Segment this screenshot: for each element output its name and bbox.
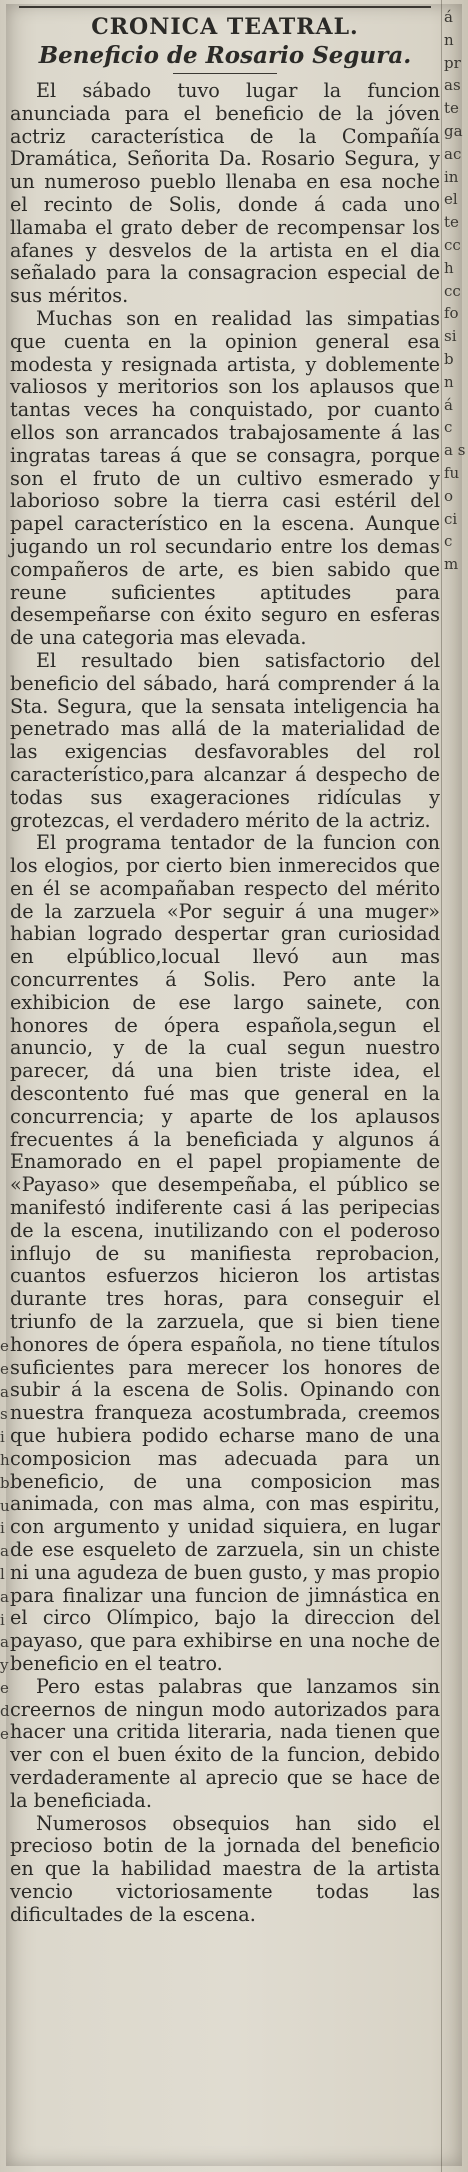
header-rule <box>19 6 432 8</box>
article-paragraph-3: El resultado bien satisfactorio del beneficio del sábado, hará comprender á la Sta. Segura, que la sensata inteligencia ha penetrado mas allá de la materialidad de las exigencias desfavorables del rol característico,para alcanzar á despecho de todas sus exageraciones ridículas y grotezcas, el verdadero mérito de la actriz. <box>10 648 440 832</box>
article-column <box>10 6 440 1927</box>
article-paragraph-5: Pero estas palabras que lanzamos sin creernos de ningun modo autorizados para hacer una critida literaria, nada tienen que ver con el buen éxito de la funcion, debido verdaderamente al aprecio que se hace de la beneficiada. <box>10 1674 440 1812</box>
section-title: CRONICA TEATRAL. <box>91 14 359 40</box>
column-divider <box>441 0 442 2172</box>
title-rule <box>173 73 276 74</box>
left-column-fragment: e e a si h bu ia la ia ye de <box>0 1337 10 1743</box>
article-paragraph-2: Muchas son en realidad las simpatias que cuenta en la opinion general esa modesta y resignada artista, y doblemente valiosos y meritorios son los aplausos que tantas veces ha conquistado, por cuanto ellos son arrancados trabajosamente á las ingratas tareas á que se consagra, porque son el fruto de un cultivo esmerado y laborioso sobre la tierra casi estéril del papel característico en la escena. Aunque jugando un rol secundario entre los demas compañeros de arte, es bien sabido que reune suficientes aptitudes para desempeñarse con éxito seguro en esferas de una categoria mas elevada. <box>10 306 440 650</box>
article-paragraph-6: Numerosos obsequios han sido el precioso botin de la jornada del beneficio en que la habilidad maestra de la artista vencio victoriosamente todas las dificultades de la escena. <box>10 1811 440 1926</box>
article-paragraph-4: El programa tentador de la funcion con los elogios, por cierto bien inmerecidos que en él se acompañaban respecto del mérito de la zarzuela «Por seguir á una muger» habian logrado despertar gran curiosidad en elpúblico,locual llevó aun mas concurrentes á Solis. Pero ante la exhibicion de ese largo sainete, con honores de ópera española,segun el anuncio, y de la cual segun nuestro parecer, dá una bien triste idea, el descontento fué mas que general en la concurrencia; y aparte de los aplausos frecuentes á la beneficiada y algunos á Enamorado en el papel propiamente de «Payaso» que desempeñaba, el público se manifestó indiferente casi á las peripecias de la escena, inutilizando con el poderoso influjo de su manifiesta reprobacion, cuantos esfuerzos hicieron los artistas durante tres horas, para conseguir el triunfo de la zarzuela, que si bien tiene honores de ópera española, no tiene títulos suficientes para merecer los honores de subir á la escena de Solis. Opinando con nuestra franqueza acostumbrada, creemos que hubiera podido echarse mano de una composicion mas adecuada para un beneficio, de una composicion mas animada, con mas alma, con mas espiritu, con argumento y unidad siquiera, en lugar de ese esqueleto de zarzuela, sin un chiste ni una agudeza de buen gusto, y mas propio para finalizar una funcion de jimnástica en el circo Olímpico, bajo la direccion del payaso, que para exhibirse en una noche de beneficio en el teatro. <box>10 831 440 1675</box>
article-paragraph-1: El sábado tuvo lugar la funcion anunciada para el beneficio de la jóven actriz característica de la Compañía Dramática, Señorita Da. Rosario Segura, y un numeroso pueblo llenaba en esa noche el recinto de Solis, donde á cada uno llamaba el grato deber de recompensar los afanes y desvelos de la artista en el dia señalado para la consagracion especial de sus méritos. <box>10 79 440 308</box>
article-title: Beneficio de Rosario Segura. <box>38 42 412 69</box>
adjacent-column-fragment: á n pr as te ga ac in el te cc h cc fo si b n á c a s fu o ci c m <box>444 8 466 574</box>
